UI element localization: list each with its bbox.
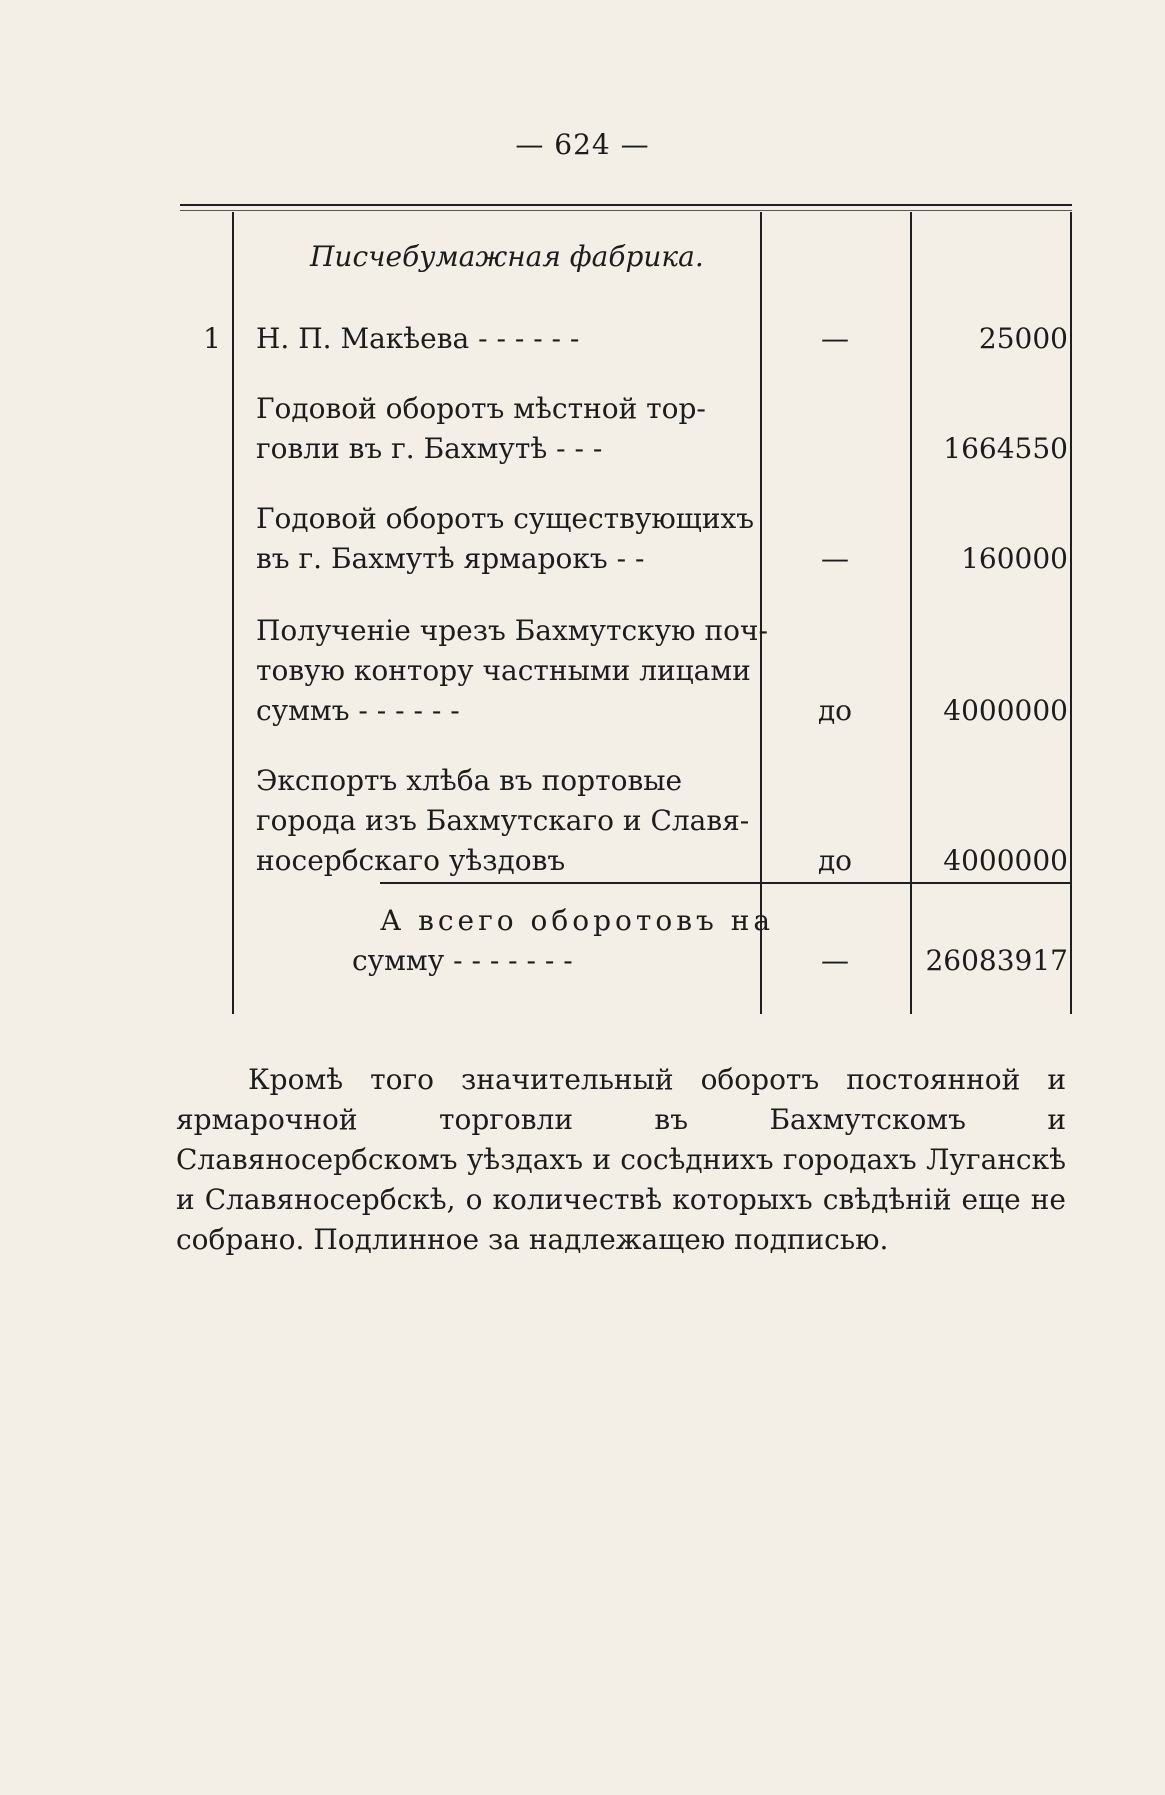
row-value: 1664550 (943, 432, 1068, 465)
row-label: суммъ - - - - - - (256, 694, 460, 727)
total-label: А всего оборотовъ на (380, 904, 775, 937)
column-rule-right (1070, 212, 1072, 1014)
row-label: города изъ Бахмутскаго и Славя- (256, 804, 750, 837)
closing-paragraph (176, 1060, 1066, 1260)
row-dash: — (821, 542, 849, 575)
row-label: товую контору частными лицами (256, 654, 751, 687)
row-value: 160000 (961, 542, 1068, 575)
row-label: Полученіе чрезъ Бахмутскую поч- (256, 614, 768, 647)
row-dash: — (821, 322, 849, 355)
row-label: носербскаго уѣздовъ (256, 844, 566, 877)
row-dash: до (817, 694, 853, 727)
row-label: Годовой оборотъ существующихъ (256, 502, 755, 535)
row-label: Экспортъ хлѣба въ портовые (256, 764, 683, 797)
row-dash: до (817, 844, 853, 877)
row-number: 1 (203, 322, 221, 355)
total-rule (380, 882, 1070, 884)
row-label: Н. П. Макѣева - - - - - - (256, 322, 580, 355)
page-number: — 624 — (515, 128, 650, 161)
row-value: 4000000 (943, 844, 1068, 877)
row-label: Годовой оборотъ мѣстной тор- (256, 392, 706, 425)
row-value: 25000 (978, 322, 1068, 355)
row-label: говли въ г. Бахмутѣ - - - (256, 432, 603, 465)
trade-turnover-table (180, 204, 1072, 1014)
column-rule-dash (760, 212, 762, 1014)
section-title: Писчебумажная фабрика. (310, 240, 704, 273)
total-dash: — (821, 944, 849, 977)
column-rule-left (232, 212, 234, 1014)
total-label: сумму - - - - - - - (352, 944, 573, 977)
table-top-rule (180, 204, 1072, 206)
table-top-rule-thin (180, 210, 1072, 211)
row-label: въ г. Бахмутѣ ярмарокъ - - (256, 542, 645, 575)
closing-paragraph-text: Кромѣ того значительный оборотъ постоянной и ярмарочной торговли въ Бахмутскомъ и Славяносербскомъ уѣздахъ и сосѣднихъ городахъ Луганскѣ и Славяносербскѣ, о количествѣ которыхъ свѣдѣній еще не собрано. Подлинное за надлежащею подписью. (176, 1063, 1066, 1256)
total-value: 26083917 (925, 944, 1068, 977)
row-value: 4000000 (943, 694, 1068, 727)
